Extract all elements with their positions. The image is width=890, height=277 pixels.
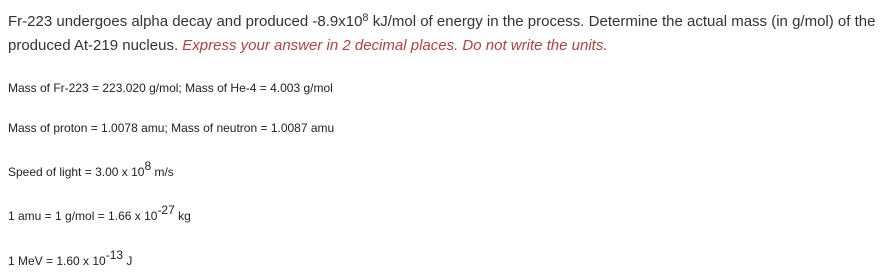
mev-conversion-prefix: 1 MeV = 1.60 x 10 (8, 254, 106, 268)
given-amu-conversion (8, 203, 191, 224)
question-text-part1: Fr-223 undergoes alpha decay and produced -8.9x10 (8, 13, 363, 30)
question-text-part2: kJ/mol of energy in the process. Determine the actual mass (in g/mol) of the produced At-219 nucleus. (8, 13, 876, 54)
question-text (8, 10, 880, 58)
mev-conversion-unit: J (123, 254, 133, 268)
speed-of-light-unit: m/s (151, 165, 174, 179)
amu-conversion-prefix: 1 amu = 1 g/mol = 1.66 x 10 (8, 209, 158, 223)
given-mev-conversion (8, 248, 133, 269)
amu-conversion-unit: kg (174, 209, 191, 223)
given-speed-of-light (8, 159, 174, 180)
answer-instruction: Express your answer in 2 decimal places. Do not write the units. (182, 37, 608, 54)
given-masses: Mass of Fr-223 = 223.020 g/mol; Mass of He-4 = 4.003 g/mol (8, 81, 333, 95)
mev-conversion-exponent: -13 (105, 248, 124, 262)
speed-of-light-exponent: 8 (144, 159, 152, 173)
amu-conversion-exponent: -27 (157, 203, 175, 217)
energy-exponent: 8 (362, 12, 369, 24)
speed-of-light-prefix: Speed of light = 3.00 x 10 (8, 165, 145, 179)
given-particle-masses: Mass of proton = 1.0078 amu; Mass of neutron = 1.0087 amu (8, 121, 335, 135)
